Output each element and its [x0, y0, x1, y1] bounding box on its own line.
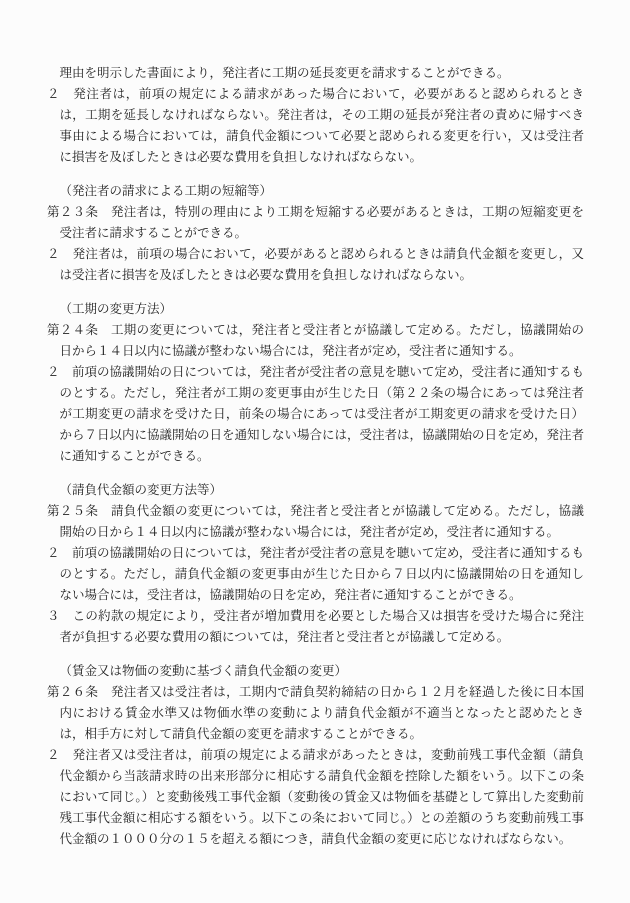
clause-paragraph: ２ 発注者は，前項の場合において，必要があると認められるときは請負代金額を変更し，又は受注者に損害を及ぼしたときは必要な費用を負担しなければならない。 [47, 246, 584, 282]
contract-section [47, 479, 584, 647]
clause-paragraph: 第２６条 発注者又は受注者は，工期内で請負契約締結の日から１２月を経過した後に日本国内における賃金水準又は物価水準の変動により請負代金額が不適当となったと認めたときは，相手方に対して請負代金額の変更を請求することができる。 [47, 684, 584, 741]
clause-paragraph: 第２５条 請負代金額の変更については，発注者と受注者とが協議して定める。ただし，協議開始の日から１４日以内に協議が整わない場合には，発注者が定め，受注者に通知する。 [47, 503, 584, 539]
section-heading: （請負代金額の変更方法等） [59, 482, 223, 497]
clause-paragraph: ２ 発注者又は受注者は，前項の規定による請求があったときは，変動前残工事代金額（請負代金額から当該請求時の出来形部分に相応する請負代金額を控除した額をいう。以下この条において同じ。）と変動後残工事代金額（変動後の賃金又は物価を基礎として算出した変動前残工事代金額に相応する額をいう。以下この条において同じ。）との差額のうち変動前残工事代金額の１０００分の１５を超える額につき，請負代金額の変更に応じなければならない。 [47, 747, 584, 846]
clause-continuation-paragraph: 理由を明示した書面により，発注者に工期の延長変更を請求することができる。 [59, 65, 510, 80]
contract-section [47, 660, 584, 849]
clause-paragraph: ２ 前項の協議開始の日については，発注者が受注者の意見を聴いて定め，受注者に通知するものとする。ただし，請負代金額の変更事由が生じた日から７日以内に協議開始の日を通知しない場合には，受注者は，協議開始の日を定め，発注者に通知することができる。 [47, 545, 584, 602]
section-heading: （発注者の請求による工期の短縮等） [59, 183, 273, 198]
clause-paragraph: 第２３条 発注者は，特別の理由により工期を短縮する必要があるときは，工期の短縮変更を受注者に請求することができる。 [47, 204, 584, 240]
contract-section [47, 62, 584, 167]
contract-section [47, 298, 584, 466]
clause-paragraph: ３ この約款の規定により，受注者が増加費用を必要とした場合又は損害を受けた場合に発注者が負担する必要な費用の額については，発注者と受注者とが協議して定める。 [47, 608, 584, 644]
clause-paragraph: 第２４条 工期の変更については，発注者と受注者とが協議して定める。ただし，協議開始の日から１４日以内に協議が整わない場合には，発注者が定め，受注者に通知する。 [47, 322, 584, 358]
section-heading: （賃金又は物価の変動に基づく請負代金額の変更） [59, 663, 348, 678]
contract-text-block [47, 62, 584, 849]
contract-section [47, 180, 584, 285]
clause-paragraph: ２ 前項の協議開始の日については，発注者が受注者の意見を聴いて定め，受注者に通知するものとする。ただし，発注者が工期の変更事由が生じた日（第２２条の場合にあっては発注者が工期変更の請求を受けた日，前条の場合にあっては受注者が工期変更の請求を受けた日）から７日以内に協議開始の日を通知しない場合には，受注者は，協議開始の日を定め，発注者に通知することができる。 [47, 364, 585, 463]
section-heading: （工期の変更方法） [59, 301, 173, 316]
clause-paragraph: ２ 発注者は，前項の規定による請求があった場合において，必要があると認められるときは，工期を延長しなければならない。発注者は，その工期の延長が発注者の責めに帰すべき事由による場合においては，請負代金額について必要と認められる変更を行い，又は受注者に損害を及ぼしたときは必要な費用を負担しなければならない。 [47, 86, 584, 164]
